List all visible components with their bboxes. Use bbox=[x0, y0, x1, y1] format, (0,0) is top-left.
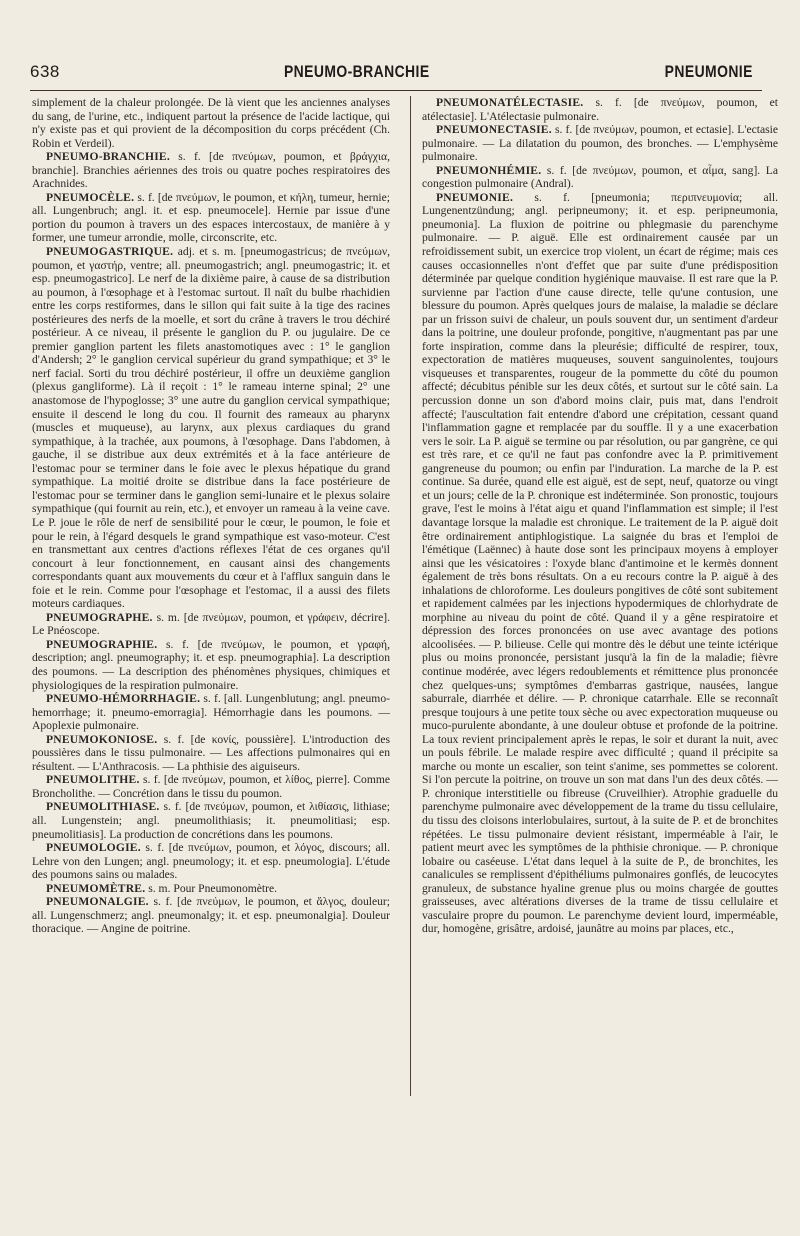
dictionary-entry bbox=[32, 895, 390, 936]
dictionary-entry bbox=[422, 191, 778, 936]
entry-text: s. f. [de πνεύμων, poumon, et βράγχια, branchie]. Branchies aériennes des trois ou quatre poches respiratoires des Arachnides. bbox=[32, 150, 390, 191]
entry-headword: PNEUMOKONIOSE. bbox=[46, 732, 158, 746]
entry-text: s. m. [de πνεύμων, poumon, et γράφειν, décrire]. Le Pnéoscope. bbox=[32, 610, 390, 638]
entry-text: adj. et s. m. [pneumogastricus; de πνεύμων, poumon, et γαστήρ, ventre; all. pneumogastrich; angl. pneumogastric; it. et esp. pneumogastrico]. Le nerf de la dixième paire, à cause de sa distribution au poumon, à l'œsophage et à l'estomac surtout. Il naît du bulbe rhachidien entre les corps restiformes, dans le sillon qui fait suite à la tige des racines postérieures des nerfs de la moelle, et sort du crâne à travers le trou déchiré postérieur. A ce niveau, il présente le ganglion du P. ou jugulaire. De ce premier ganglion partent les filets anastomotiques avec : 1° le ganglion d'Andersh; 2° le ganglion cervical supérieur du grand sympathique; et 3° le nerf facial. Sorti du trou déchiré postérieur, il offre un deuxième ganglion (plexus gangliforme). Là il reçoit : 1° le rameau interne spinal; 2° une anastomose de l'hypoglosse; 3° une autre du ganglion cervical sympathique; ensuite il descend le long du cou. Il fournit des rameaux au pharynx (muscles et muqueuse), au larynx, aux plexus cardiaques du grand sympathique, à la trachée, aux poumons, à l'œsophage. Dans l'abdomen, à gauche, il se distribue aux deux extrémités et à la face antérieure de l'estomac pour se terminer dans le foie avec le plexus hépatique du grand sympathique. La moitié droite se distribue dans la face postérieure de l'estomac pour se terminer dans le ganglion semi-lunaire et le plexus solaire sympathique (qui fournit au rein, etc.), et envoyer un rameau à la veine cave. Le P. joue le rôle de nerf de sensibilité pour le cœur, le poumon, le foie et pour le rein, à l'égard desquels le grand sympathique est vaso-moteur. C'est en transmettant aux centres d'actions réflexes l'état de ces organes qu'il concourt à leur fonctionnement, en causant ainsi des changements correspondants quant aux mouvements du cœur et à l'afflux sanguin dans le foie et le rein. Comme pour l'œsophage et l'estomac, il a aussi des filets moteurs cardiaques. bbox=[32, 245, 390, 611]
entry-text: s. f. [de κονίς, poussière]. L'introduction des poussières dans le tissu pulmonaire. — Les affections pulmonaires qui en résultent. — L'Anthracosis. — La phthisie des aiguiseurs. bbox=[32, 732, 390, 773]
left-column bbox=[32, 96, 390, 936]
page-number: 638 bbox=[30, 62, 60, 81]
dictionary-entry bbox=[422, 164, 778, 191]
dictionary-entry bbox=[32, 638, 390, 692]
entry-text: s. f. [de πνεύμων, poumon, et λόγος, discours; all. Lehre von den Lungen; angl. pneumology; it. et esp. pneumologia]. L'étude des poumons sains ou malades. bbox=[32, 841, 390, 882]
entry-headword: PNEUMONHÉMIE. bbox=[436, 163, 542, 177]
entry-text: s. f. [all. Lungenblutung; angl. pneumo-hemorrhage; it. pneumo-emorragia]. Hémorrhagie dans les poumons. — Apoplexie pulmonaire. bbox=[32, 692, 390, 733]
entry-text: s. f. [de πνεύμων, poumon, et atélectasie]. L'Atélectasie pulmonaire. bbox=[422, 96, 778, 123]
dictionary-entry bbox=[32, 611, 390, 638]
left-running-head: PNEUMO-BRANCHIE bbox=[284, 62, 430, 81]
entry-text: s. f. [pneumonia; περιπνευμονία; all. Lungenentzündung; angl. peripneumony; it. et esp. peripneumonia, pneumonia]. La fluxion de poitrine ou phlegmasie du parenchyme pulmonaire. — P. aiguë. Elle est ordinairement causée par un refroidissement subit, un exercice trop violent, un écart de régime; mais ces causes occasionnelles n'ont d'effet que par suite d'une prédisposition déterminée par quelque condition hygiénique mauvaise. Il est rare que la P. survienne par l'action d'une cause directe, telle qu'une contusion, une blessure du poumon. Après quelques jours de malaise, la maladie se déclare par un frisson suivi de chaleur, un pouls souvent dur, un sentiment d'ardeur dans la poitrine, une douleur profonde, pongitive, n'augmentant pas par une forte inspiration, comme dans la pleurésie; difficulté de respirer, toux, expectoration de matières muqueuses, souvent sanguinolentes, toujours visqueuses et transparentes, rougeur de la pommette du côté du poumon affecté; décubitus pénible sur les deux côtés, et surtout sur le côté sain. La percussion donne un son d'abord moins clair, puis mat, dans l'endroit affecté; l'auscultation fait entendre d'abord une crépitation, cessant quand l'inflammation gagne et remplacée par du souffle. Il y a une exacerbation vers le soir. La P. aiguë se termine ou par résolution, ou par gangrène, ce qui est très rare, et ce qu'il ne faut pas confondre avec la P. primitivement gangreneuse du poumon; ou enfin par l'induration. La marche de la P. est continue. Sa durée, quand elle est aiguë, est de sept, neuf, quatorze ou vingt et un jours; celle de la P. chronique est indéterminée. Son pronostic, toujours grave, l'est le moins à l'état aigu et quand l'inflammation est simple; il l'est davantage lorsque la maladie est chronique. Le traitement de la P. aiguë doit être ordinairement antiphlogistique. La saignée du bras et l'emploi de l'émétique (Laënnec) à haute dose sont les principaux moyens à employer ainsi que les vésicatoires : l'oxyde blanc d'antimoine et le kermès donnent également de très bons résultats. On a eu recours contre la P. aiguë à des inhalations de chloroforme. Les douleurs pongitives de côté sont subitement et rapidement calmées par les injections hypodermiques de chlorhydrate de morphine au niveau du point de côté. Quand il y a gêne respiratoire et dépression des forces prononcées on use avec avantage des potions alcoolisées. — P. bilieuse. Celle qui montre dès le début une teinte ictérique plus ou moins prononcée, persistant jusqu'à la fin de la maladie; fièvre continue modérée, avec légers redoublements et rémittence plus prononcée chez quelques-uns; symptômes d'embarras gastrique, nausées, langue saburrale, diarrhée et délire. — P. chronique catarrhale. Elle se reconnaît presque toujours à une petite toux sèche ou avec expectoration muqueuse ou muco-purulente abondante, à une douleur obtuse et profonde de la poitrine. La toux revient principalement après le repas, le soir et durant la nuit, avec un pouls fébrile. Le malade respire avec difficulté ; quand il précipite sa marche ou monte un escalier, son teint s'anime, ses pommettes se colorent. Si l'on percute la poitrine, on trouve un son mat dans l'un des deux côtés. — P. chronique interstitielle ou fibreuse (Cruveilhier). Atrophie graduelle du parenchyme pulmonaire avec développement de la trame du tissu cellulaire, du tissu des cloisons interlobulaires, surtout, à la suite de P. et de bronchites répétées. Le tissu pulmonaire devient résistant, imperméable à l'air, le patient meurt avec les symptômes de la phthisie chronique. — P. chronique lobaire ou caséeuse. L'état dans lequel à la suite de P., de bronchites, les canalicules se remplissent d'épithéliums pulmonaires gonflés, de leucocytes granuleux, de substance hyaline grenue plus ou moins chargée de gouttes graisseuses, avec altérations diverses de la trame de tissu cellulaire et vasculaire propre du poumon. Le parenchyme devient lourd, imperméable, dur, homogène, grisâtre, ardoisé, jaunâtre au moins par places, etc., bbox=[422, 190, 778, 936]
entry-text: s. f. [de πνεύμων, le poumon, et κήλη, tumeur, hernie; all. Lungenbruch; angl. it. et esp. pneumocele]. Hernie par issue d'une portion du poumon à travers un des espaces intercostaux, de manière à y former, une tumeur arrondie, molle, circonscrite, etc. bbox=[32, 190, 390, 245]
entry-headword: PNEUMONECTASIE. bbox=[436, 123, 552, 137]
right-running-head: PNEUMONIE bbox=[664, 62, 753, 81]
dictionary-entry bbox=[32, 692, 390, 733]
entry-headword: PNEUMONALGIE. bbox=[46, 895, 149, 909]
entry-headword: PNEUMOLITHE. bbox=[46, 773, 140, 787]
dictionary-entry bbox=[32, 800, 390, 841]
entry-text: s. f. [de πνεύμων, le poumon, et γραφή, description; angl. pneumography; it. et esp. pneumographia]. La description des poumons. — La description des phénomènes physiques, chimiques et physiologiques de la respiration pulmonaire. bbox=[32, 637, 390, 692]
entry-headword: PNEUMOLITHIASE. bbox=[46, 800, 160, 814]
column-divider bbox=[410, 96, 411, 1096]
entry-headword: PNEUMOCÈLE. bbox=[46, 190, 135, 204]
entry-text: s. f. [de πνεύμων, poumon, et ectasie]. L'ectasie pulmonaire. — La dilatation du poumon, des bronches. — L'emphysème pulmonaire. bbox=[422, 123, 778, 164]
entry-text: s. f. [de πνεύμων, poumon, et λίθος, pierre]. Comme Broncholithe. — Concrétion dans le tissu du poumon. bbox=[32, 773, 391, 800]
dictionary-entry bbox=[32, 773, 390, 800]
dictionary-entry bbox=[32, 841, 390, 882]
entry-headword: PNEUMO-HÉMORRHAGIE. bbox=[46, 692, 201, 706]
entry-headword: PNEUMOLOGIE. bbox=[46, 841, 141, 855]
entry-text: s. f. [de πνεύμων, poumon, et αἷμα, sang]. La congestion pulmonaire (Andral). bbox=[422, 163, 778, 191]
entry-headword: PNEUMOGRAPHIE. bbox=[46, 637, 158, 651]
entry-text: simplement de la chaleur prolongée. De là vient que les anciennes analyses du sang, de l'urine, etc., indiquent partout la présence de l'acide lactique, qui n'y existe pas et qui provient de la décomposition du corps précédent (Ch. Robin et Verdeil). bbox=[32, 96, 390, 150]
dictionary-entry bbox=[32, 191, 390, 245]
dictionary-entry bbox=[32, 150, 390, 191]
entry-headword: PNEUMOGASTRIQUE. bbox=[46, 245, 174, 259]
right-column bbox=[422, 96, 778, 936]
entry-text: s. f. [de πνεύμων, poumon, et λιθίασις, lithiase; all. Lungenstein; angl. pneumolithiasis; it. pneumolitiasi; esp. pneumolitiasis]. La production de concrétions dans les poumons. bbox=[32, 800, 390, 841]
entry-headword: PNEUMOGRAPHE. bbox=[46, 610, 153, 624]
entry-text: s. f. [de πνεύμων, le poumon, et ἄλγος, douleur; all. Lungenschmerz; angl. pneumonalgy; it. et esp. pneumonalgia]. Douleur thoracique. — Angine de poitrine. bbox=[32, 895, 390, 936]
dictionary-entry bbox=[32, 882, 390, 896]
header-rule bbox=[30, 90, 762, 91]
entry-text: s. m. Pour Pneumonomètre. bbox=[148, 881, 278, 895]
entry-headword: PNEUMOMÈTRE. bbox=[46, 881, 146, 895]
entry-headword: PNEUMONIE. bbox=[436, 190, 514, 204]
page-header bbox=[30, 62, 762, 90]
dictionary-entry bbox=[32, 96, 390, 150]
dictionary-entry bbox=[32, 733, 390, 774]
dictionary-entry bbox=[422, 123, 778, 164]
dictionary-entry bbox=[32, 245, 390, 611]
dictionary-entry bbox=[422, 96, 778, 123]
entry-headword: PNEUMONATÉLECTASIE. bbox=[436, 96, 584, 109]
entry-headword: PNEUMO-BRANCHIE. bbox=[46, 150, 170, 164]
